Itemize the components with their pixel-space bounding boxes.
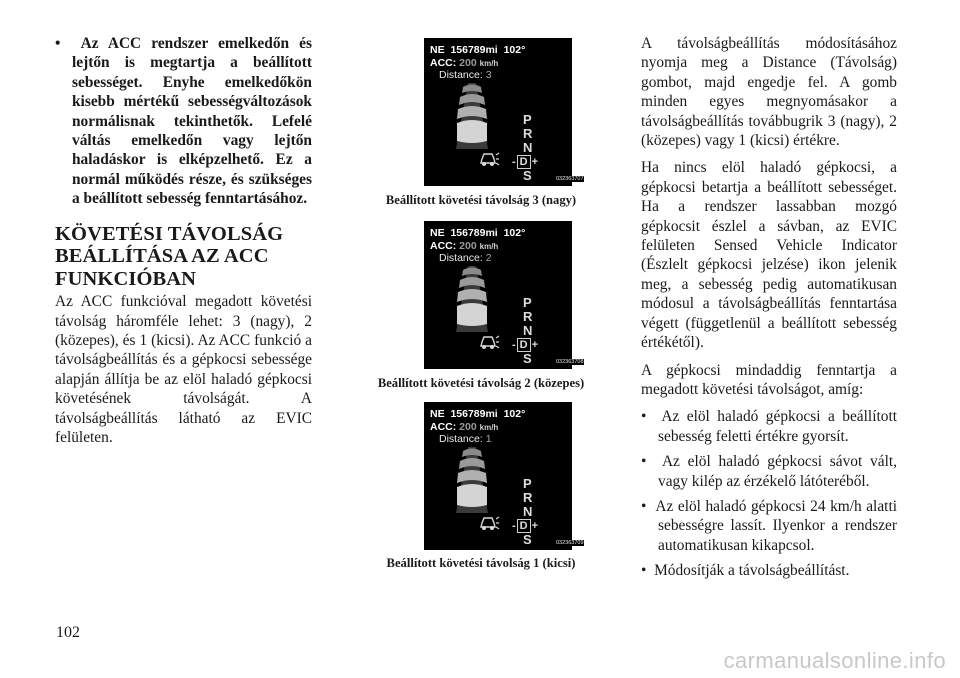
display-status-line <box>430 408 525 420</box>
evic-display-figure <box>424 221 584 369</box>
right-paragraph-1: A távolságbeállítás módosításához nyomja meg a Distance (Távolság) gombot, majd engedje fel. A gomb minden egyes megnyomásakor a távolságbeállítás továbbugrik 3 (nagy), 2 (közepes) vagy 1 (kicsi) értékre. <box>641 35 897 150</box>
display-status-line <box>430 44 525 56</box>
display-acc-unit: km/h <box>479 423 499 432</box>
gear-d-row <box>512 156 538 168</box>
gear-plus: + <box>531 156 539 168</box>
display-acc-speed: 200 <box>459 421 477 433</box>
display-odometer: 156789mi <box>450 408 498 420</box>
list-item: • Az elöl haladó gépkocsi 24 km/h alatti sebességre lassít. Ilyenkor a rendszer automatikusan kikapcsol. <box>641 497 897 554</box>
gear-d: D <box>517 519 531 533</box>
gear-d-row <box>512 339 538 351</box>
gear-d-row <box>512 520 538 532</box>
sensed-vehicle-icon <box>478 334 500 352</box>
gear-p: P <box>523 476 532 491</box>
display-acc-label: ACC: <box>430 240 457 252</box>
display-distance-value: 1 <box>485 433 492 445</box>
gear-p: P <box>523 295 532 310</box>
list-item: • Az elöl haladó gépkocsi sávot vált, vagy kilép az érzékelő látóteréből. <box>641 453 897 490</box>
road-perspective-icon <box>454 83 490 149</box>
gear-s: S <box>523 351 532 366</box>
sensed-vehicle-icon <box>478 151 500 169</box>
gear-minus: - <box>512 339 516 351</box>
gear-plus: + <box>531 520 539 532</box>
watermark: carmanualsonline.info <box>723 648 946 673</box>
figure-code: 032363707 <box>556 176 584 182</box>
display-acc-speed: 200 <box>459 240 477 252</box>
gear-d: D <box>517 338 531 352</box>
bold-bullet-item: • Az ACC rendszer emelkedőn és lejtőn is megtartja a beállított sebességet. Enyhe emelkedőkön kisebb mértékű sebességváltozások normálisnak tekinthetők. Lefelé váltás emelkedőn vagy lejtőn haladáskor is elképzelhető. Ez a normál működés része, és szükséges a beállított sebesség fenntartásához. <box>55 35 312 208</box>
display-temperature: 102° <box>503 408 526 420</box>
bold-bullet-text: Az ACC rendszer emelkedőn és lejtőn is megtartja a beállított sebességet. Enyhe emelkedőkön kisebb mértékű sebességváltozások normálisnak tekinthetők. Lefelé váltás emelkedőn vagy lejtőn haladáskor is elképzelhető. Ez a normál működés része, és szükséges a beállított sebesség fenntartásához. <box>72 35 312 208</box>
display-distance-label: Distance: <box>439 433 483 445</box>
display-distance-label: Distance: <box>439 252 483 264</box>
right-paragraph-2: Ha nincs elöl haladó gépkocsi, a gépkocsi betartja a beállított sebességet. Ha a rendszer lassabban mozgó gépkocsit észlel a sávban, az EVIC felületen Sensed Vehicle Indicator (Észlelt gépkocsi jelzése) ikon jelenik meg, a sebesség pedig automatikusan módosul a távolságbeállítás fenntartása végett (függetlenül a beállított sebesség értékétől). <box>641 159 897 352</box>
gear-r: R <box>523 490 533 505</box>
gear-n: N <box>523 140 533 155</box>
gear-minus: - <box>512 520 516 532</box>
list-item: • Az elöl haladó gépkocsi a beállított sebesség feletti értékre gyorsít. <box>641 408 897 445</box>
evic-display-figure <box>424 402 584 550</box>
gear-d: D <box>517 155 531 169</box>
right-paragraph-3: A gépkocsi mindaddig fenntartja a megadott követési távolságot, amíg: <box>641 361 897 398</box>
gear-s: S <box>523 532 532 547</box>
display-distance-line <box>439 252 492 264</box>
right-column <box>641 34 897 587</box>
figure-caption: Beállított követési távolság 3 (nagy) <box>385 193 577 207</box>
display-status-line <box>430 227 525 239</box>
gear-r: R <box>523 309 533 324</box>
display-acc-label: ACC: <box>430 421 457 433</box>
display-acc-line <box>430 57 498 69</box>
display-distance-line <box>439 433 492 445</box>
gear-plus: + <box>531 339 539 351</box>
gear-s: S <box>523 168 532 183</box>
display-odometer: 156789mi <box>450 227 498 239</box>
display-temperature: 102° <box>503 44 526 56</box>
section-heading: KÖVETÉSI TÁVOLSÁG BEÁLLÍTÁSA AZ ACC FUNKCIÓBAN <box>55 222 284 290</box>
display-distance-value: 2 <box>485 252 492 264</box>
gear-n: N <box>523 323 533 338</box>
display-acc-line <box>430 421 498 433</box>
sensed-vehicle-icon <box>478 515 500 533</box>
display-acc-line <box>430 240 498 252</box>
list-item: • Módosítják a távolságbeállítást. <box>641 562 850 580</box>
gear-p: P <box>523 112 532 127</box>
display-acc-unit: km/h <box>479 59 499 68</box>
figure-caption: Beállított követési távolság 1 (kicsi) <box>386 556 576 570</box>
page-number: 102 <box>56 624 80 641</box>
display-acc-label: ACC: <box>430 57 457 69</box>
display-distance-line <box>439 69 492 81</box>
road-perspective-icon <box>454 266 490 332</box>
display-odometer: 156789mi <box>450 44 498 56</box>
road-perspective-icon <box>454 447 490 513</box>
figure-code: 032363709 <box>556 540 584 546</box>
display-acc-speed: 200 <box>459 57 477 69</box>
left-column <box>55 34 312 455</box>
figure-caption: Beállított követési távolság 2 (közepes) <box>377 376 585 390</box>
section-paragraph: Az ACC funkcióval megadott követési távolság háromféle lehet: 3 (nagy), 2 (közepes), és 1 (kicsi). Az ACC funkció a távolságbeállítás és a gépkocsi sebessége alapján állítja be az elöl haladó gépkocsi követésének távolságát. A távolságbeállítás látható az EVIC felületen. <box>55 293 312 446</box>
gear-n: N <box>523 504 533 519</box>
display-temperature: 102° <box>503 227 526 239</box>
display-distance-value: 3 <box>485 69 492 81</box>
evic-display-figure <box>424 38 584 186</box>
display-distance-label: Distance: <box>439 69 483 81</box>
gear-r: R <box>523 126 533 141</box>
display-acc-unit: km/h <box>479 242 499 251</box>
gear-minus: - <box>512 156 516 168</box>
display-heading: NE <box>430 227 445 239</box>
display-heading: NE <box>430 408 445 420</box>
display-heading: NE <box>430 44 445 56</box>
figure-code: 032363708 <box>556 359 584 365</box>
bullet-list <box>641 407 897 580</box>
